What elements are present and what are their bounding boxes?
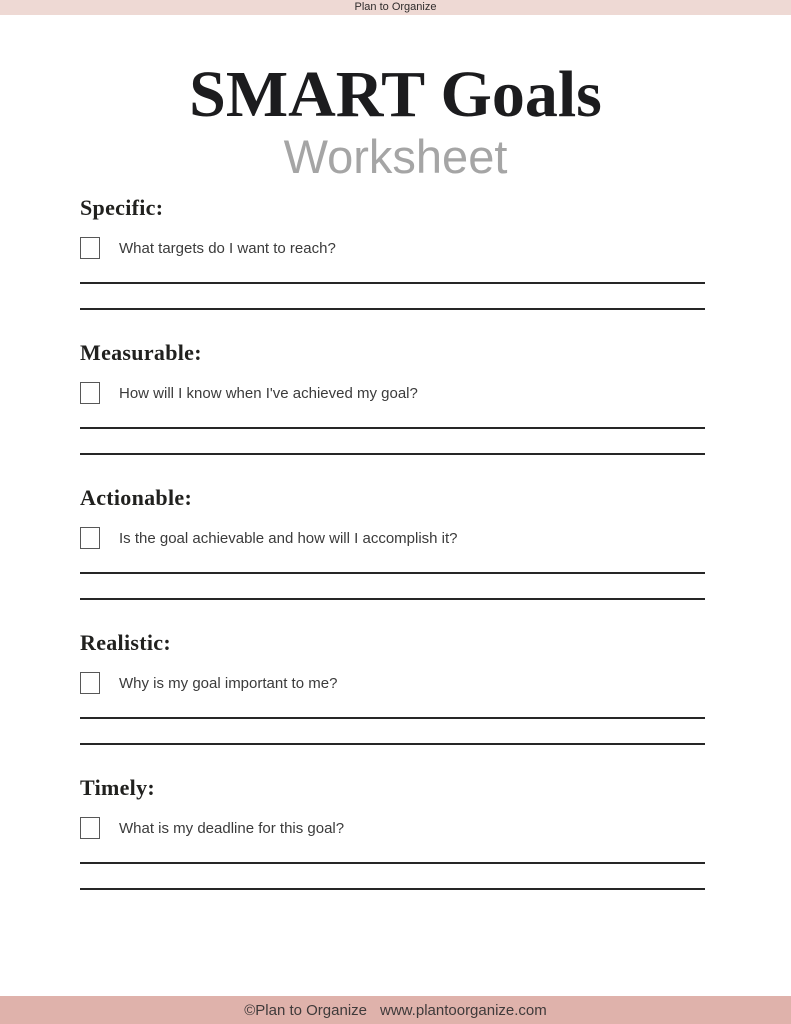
answer-line[interactable]	[80, 888, 705, 890]
footer-copyright: ©Plan to Organize	[244, 1001, 368, 1019]
worksheet-content	[80, 196, 705, 890]
checkbox-timely[interactable]	[80, 817, 100, 839]
section-specific	[80, 196, 705, 310]
section-title: Specific:	[80, 195, 164, 220]
question-row	[80, 382, 705, 404]
answer-line[interactable]	[80, 717, 705, 719]
brand-name: Plan to Organize	[354, 1, 437, 13]
section-measurable	[80, 341, 705, 455]
question-label: Why is my goal important to me?	[119, 674, 338, 692]
question-row	[80, 817, 705, 839]
answer-line[interactable]	[80, 453, 705, 455]
question-label: What is my deadline for this goal?	[119, 819, 345, 837]
section-timely	[80, 776, 705, 890]
question-row	[80, 237, 705, 259]
checkbox-realistic[interactable]	[80, 672, 100, 694]
answer-line[interactable]	[80, 598, 705, 600]
section-actionable	[80, 486, 705, 600]
checkbox-specific[interactable]	[80, 237, 100, 259]
answer-line[interactable]	[80, 282, 705, 284]
answer-line[interactable]	[80, 308, 705, 310]
question-label: How will I know when I've achieved my goal?	[119, 384, 418, 402]
page-title: SMART Goals	[189, 58, 602, 131]
footer-bar	[0, 996, 791, 1024]
section-realistic	[80, 631, 705, 745]
answer-line[interactable]	[80, 427, 705, 429]
answer-line[interactable]	[80, 862, 705, 864]
question-label: What targets do I want to reach?	[119, 239, 336, 257]
section-title: Actionable:	[80, 485, 193, 510]
answer-line[interactable]	[80, 572, 705, 574]
footer-website: www.plantoorganize.com	[380, 1001, 547, 1019]
page-subtitle: Worksheet	[283, 130, 508, 183]
title-block	[0, 58, 791, 183]
question-row	[80, 527, 705, 549]
top-brand-bar	[0, 0, 791, 15]
question-label: Is the goal achievable and how will I accomplish it?	[119, 529, 458, 547]
answer-line[interactable]	[80, 743, 705, 745]
checkbox-measurable[interactable]	[80, 382, 100, 404]
section-title: Timely:	[80, 775, 156, 800]
question-row	[80, 672, 705, 694]
section-title: Realistic:	[80, 630, 171, 655]
section-title: Measurable:	[80, 340, 202, 365]
checkbox-actionable[interactable]	[80, 527, 100, 549]
